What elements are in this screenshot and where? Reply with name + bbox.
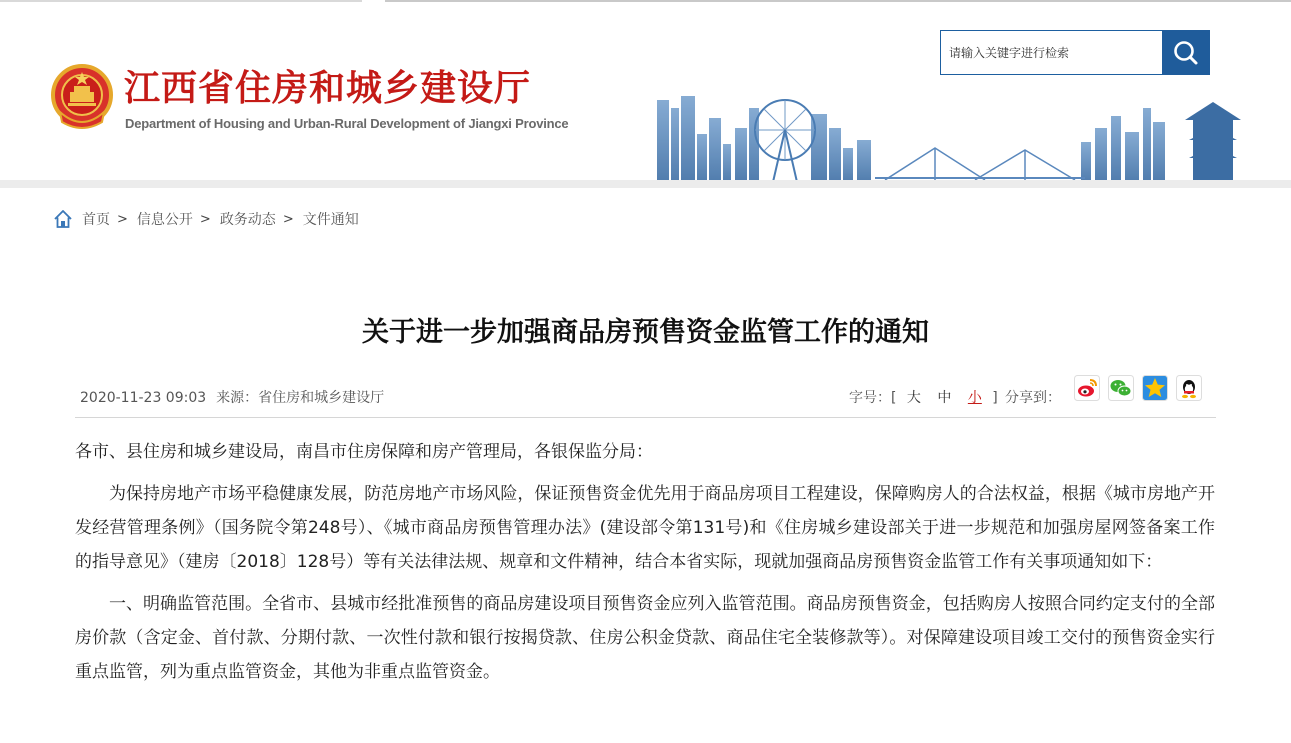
font-size-large-button[interactable]: 大	[906, 390, 921, 406]
search-icon	[1162, 30, 1210, 75]
font-size-label: 字号：[	[849, 390, 897, 406]
share-label: 分享到：	[1005, 390, 1061, 406]
article-paragraph: 为保持房地产市场平稳健康发展，防范房地产市场风险，保证预售资金优先用于商品房项目工程建设，保障购房人的合法权益，根据《城市房地产开发经营管理条例》（国务院令第248号）、《城市商品房预售管理办法》(建设部令第131号)和《住房城乡建设部关于进一步规范和加强房屋网签备案工作的指导意见》（建房〔2018〕128号）等有关法律法规、规章和文件精神，结合本省实际，现就加强商品房预售资金监管工作有关事项通知如下：	[75, 484, 1215, 572]
breadcrumb-item-gov-news[interactable]: 政务动态	[219, 212, 276, 228]
breadcrumb-separator: >	[282, 211, 294, 227]
national-emblem-icon	[50, 62, 114, 132]
qq-icon[interactable]	[1176, 375, 1202, 401]
article-title: 关于进一步加强商品房预售资金监管工作的通知	[362, 317, 929, 348]
breadcrumb	[52, 207, 359, 231]
site-header	[0, 2, 1291, 182]
article-meta	[80, 387, 384, 407]
breadcrumb-item-home[interactable]: 首页	[82, 212, 110, 228]
article-salutation: 各市、县住房和城乡建设局，南昌市住房保障和房产管理局，各银保监分局：	[75, 442, 653, 462]
font-size-medium-button[interactable]: 中	[937, 390, 952, 406]
article-paragraph: 一、明确监管范围。全省市、县城市经批准预售的商品房建设项目预售资金应列入监管范围。商品房预售资金，包括购房人按照合同约定支付的全部房价款（含定金、首付款、分期付款、一次性付款和银行按揭贷款、住房公积金贷款、商品住宅全装修款等）。对保障建设项目竣工交付的预售资金实行重点监管，列为重点监管资金，其他为非重点监管资金。	[75, 594, 1215, 682]
article-body	[75, 435, 1215, 697]
qzone-icon[interactable]	[1142, 375, 1168, 401]
header-divider-band	[0, 180, 1291, 188]
search-button[interactable]	[1162, 30, 1210, 75]
breadcrumb-item-info-public[interactable]: 信息公开	[136, 212, 193, 228]
site-subtitle: Department of Housing and Urban-Rural Development of Jiangxi Province	[125, 116, 569, 131]
font-size-control	[849, 387, 998, 407]
site-title[interactable]: 江西省住房和城乡建设厅	[124, 67, 532, 109]
breadcrumb-separator: >	[117, 211, 128, 227]
font-size-small-button[interactable]: 小	[967, 390, 982, 406]
publish-datetime: 2020-11-23 09:03	[80, 390, 207, 406]
weibo-icon[interactable]	[1074, 375, 1100, 401]
search-input[interactable]	[940, 30, 1162, 75]
meta-divider	[75, 417, 1216, 418]
wechat-icon[interactable]	[1108, 375, 1134, 401]
breadcrumb-item-notices[interactable]: 文件通知	[302, 212, 359, 228]
city-skyline-illustration	[645, 88, 1250, 184]
article-source: 来源：省住房和城乡建设厅	[216, 390, 385, 406]
font-size-close-bracket: ]	[992, 390, 998, 406]
home-icon[interactable]	[52, 208, 74, 230]
breadcrumb-separator: >	[199, 211, 211, 227]
